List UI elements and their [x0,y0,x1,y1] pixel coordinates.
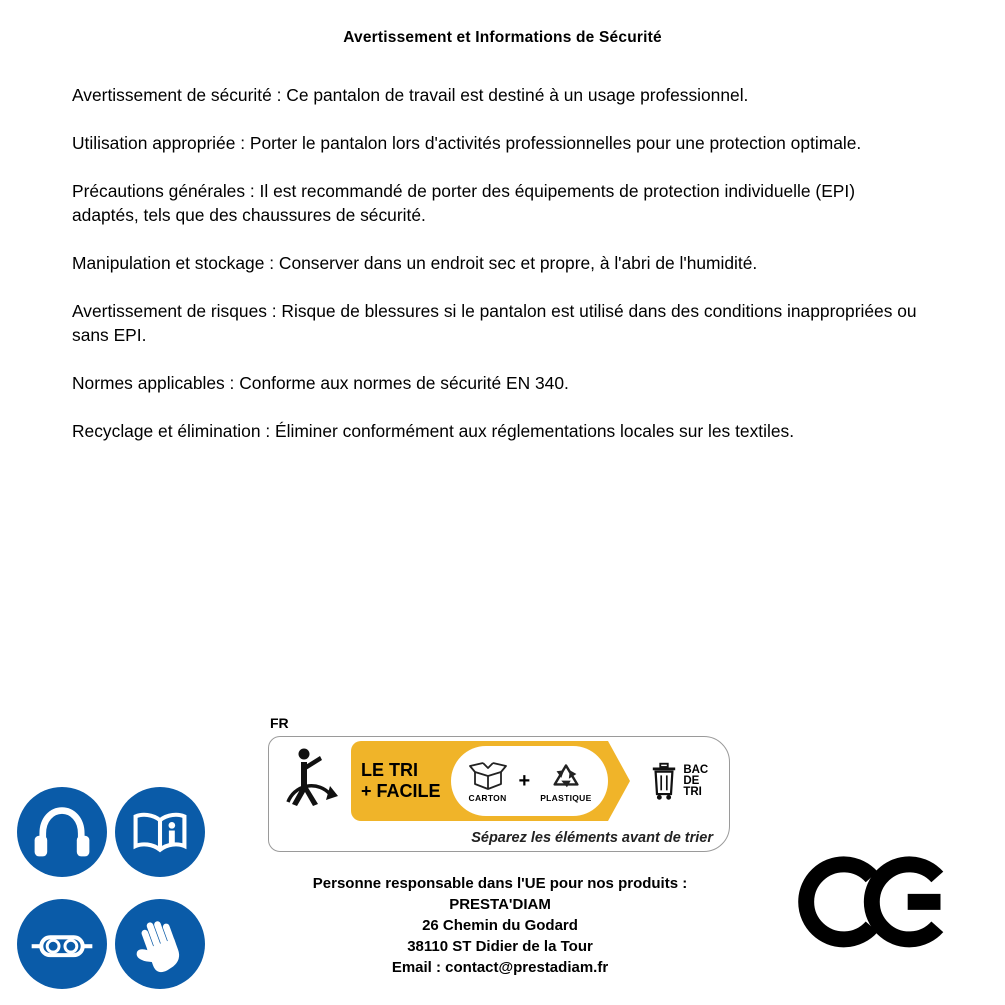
carton-material: CARTON [467,759,509,803]
triman-icon [269,746,351,816]
info-tri-yellow-band [351,741,608,821]
sorting-bin-icon [650,760,678,802]
eye-protection-icon [17,899,107,989]
responsible-intro: Personne responsable dans l'UE pour nos produits : [312,875,688,892]
plus-sign: + [518,769,531,792]
contact-email: Email : contact@prestadiam.fr [391,959,609,976]
address-city: 38110 ST Didier de la Tour [407,938,593,955]
sorting-bin-section [630,760,729,802]
carton-box-icon [467,759,509,791]
address-street: 26 Chemin du Godard [422,917,578,934]
sorting-slogan: Séparez les éléments avant de trier [471,830,713,846]
materials-oval [451,746,608,816]
recycling-triangle-icon [549,759,583,791]
yellow-chevron [608,741,630,821]
read-manual-icon [115,787,205,877]
info-tri-main-band [269,737,729,825]
country-code-label: FR [270,715,289,731]
paragraph-recycling-disposal: Recyclage et élimination : Éliminer conformément aux réglementations locales sur les textiles. [72,421,795,441]
paragraph-general-precautions: Précautions générales : Il est recommandé de porter des équipements de protection individuelle (EPI) adaptés, tels que des chaussures de sécurité. [72,181,856,225]
ear-protection-icon [17,787,107,877]
paragraph-safety-warning: Avertissement de sécurité : Ce pantalon de travail est destiné à un usage professionnel. [72,85,749,105]
page-title: Avertissement et Informations de Sécurité [343,29,662,46]
safety-information-text [72,83,924,467]
paragraph-appropriate-use: Utilisation appropriée : Porter le pantalon lors d'activités professionnelles pour une protection optimale. [72,133,862,153]
company-name: PRESTA'DIAM [449,896,551,913]
info-tri-recycling-label [268,736,730,852]
paragraph-applicable-standards: Normes applicables : Conforme aux normes de sécurité EN 340. [72,373,569,393]
protective-gloves-icon [115,899,205,989]
paragraph-risk-warning: Avertissement de risques : Risque de blessures si le pantalon est utilisé dans des conditions inappropriées ou sans EPI. [72,301,917,345]
mandatory-safety-icons [17,787,207,989]
bac-de-tri-text: BAC DE TRI [683,763,709,798]
plastique-material: PLASTIQUE [540,759,591,803]
eu-responsible-block [250,873,750,978]
ce-marking-icon [798,848,948,957]
paragraph-handling-storage: Manipulation et stockage : Conserver dans un endroit sec et propre, à l'abri de l'humidité. [72,253,758,273]
le-tri-facile-text: LE TRI + FACILE [361,760,441,801]
